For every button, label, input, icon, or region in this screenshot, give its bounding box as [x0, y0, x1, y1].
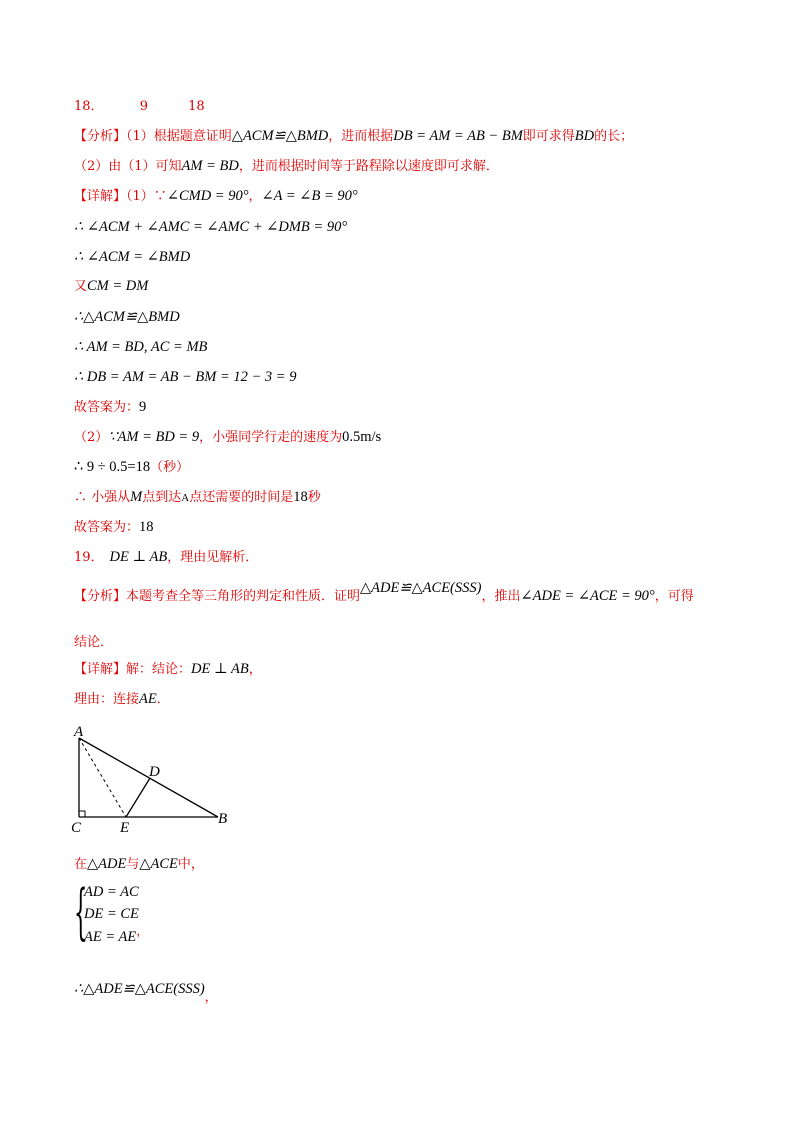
detail-tag: 【详解】 [74, 662, 127, 677]
triangle-figure [66, 718, 246, 838]
segment-ae-dashed [79, 738, 126, 817]
text: （2）由（1）可知 [74, 159, 182, 174]
q18-part2-line3 [74, 488, 321, 507]
text: 与 [126, 857, 140, 872]
q18-step-sides: ∴ AM = BD, AC = MB [74, 339, 208, 355]
text: 故答案为： [74, 520, 140, 535]
math: 0.5m/s [342, 429, 382, 445]
math: CM = DM [87, 278, 149, 294]
q18-answer-line2 [74, 518, 154, 537]
q19-detail-line1 [74, 660, 262, 679]
q18-detail-line1: 【详解】（1）∵∠CMD = 90°，∠A = ∠B = 90° [74, 188, 358, 204]
q18-part2-line2 [74, 458, 189, 477]
q18-analysis-line1 [74, 127, 633, 146]
q18-number: 18． [74, 99, 104, 114]
brace-icon: { [74, 877, 88, 947]
math: AE = AE [84, 929, 137, 945]
system-eq-3 [84, 924, 149, 946]
math: DE ⊥ AB [191, 661, 249, 677]
text: ， [248, 662, 262, 677]
text: （1）∵ [126, 189, 167, 204]
math: 18 [139, 519, 154, 535]
math: BD [574, 128, 595, 144]
text: ∴ 小强从 [74, 490, 131, 505]
analysis-tag: 【分析】 [74, 129, 127, 144]
right-angle-mark [79, 811, 85, 817]
label-d: D [149, 764, 160, 780]
text: 本题考查全等三角形的判定和性质．证明 [126, 589, 361, 604]
q18-step-db: ∴ DB = AM = AB − BM = 12 − 3 = 9 [74, 369, 297, 385]
text: ，理由见解析． [167, 550, 259, 565]
text: 解：结论： [126, 662, 192, 677]
math: DB = AM = AB − BM [393, 128, 523, 144]
math: ∠A = ∠B = 90° [261, 188, 358, 204]
text: ，可得 [654, 589, 694, 604]
math: DE ⊥ AB [109, 549, 168, 565]
label-e: E [120, 820, 130, 836]
q18-step-angles-sum: ∴ ∠ACM + ∠AMC = ∠AMC + ∠DMB = 90° [74, 219, 348, 235]
q18-header [74, 98, 205, 116]
text: （秒） [150, 460, 190, 475]
q19-analysis-line1 [74, 580, 694, 606]
text: ，进而根据时间等于路程除以速度即可求解． [238, 159, 499, 174]
q19-number: 19． [74, 550, 104, 565]
text: 点到达 [142, 490, 182, 505]
q18-analysis-line2 [74, 157, 499, 176]
q18-answer-2: 18 [188, 99, 205, 114]
math: ∠ADE = ∠ACE = 90° [520, 588, 655, 604]
equation-system [74, 877, 194, 948]
math: 18 [293, 489, 308, 505]
text: ． [156, 692, 170, 707]
text: （2） [74, 430, 109, 445]
q19-in-triangles [74, 855, 204, 874]
text: 点还需要的时间是 [189, 490, 294, 505]
text: 又 [74, 279, 88, 294]
q18-step-cm-dm [74, 277, 148, 296]
text: ，小强同学行走的速度为 [199, 430, 343, 445]
text: 即可求得 [522, 129, 575, 144]
label-a: A [74, 724, 84, 740]
math: △ADE≌△ACE(SSS) [360, 580, 482, 596]
text: 故答案为： [74, 400, 140, 415]
text: 结论． [74, 635, 114, 650]
math: M [130, 489, 143, 505]
label-b: B [218, 811, 228, 827]
q19-header [74, 548, 258, 567]
math: ∠CMD = 90° [166, 188, 249, 204]
q18-step-angle-eq: ∴ ∠ACM = ∠BMD [74, 249, 191, 265]
segment-de [126, 778, 150, 817]
q19-analysis-line2 [74, 634, 113, 652]
q18-part2-line1 [74, 428, 381, 447]
q19-conclusion [74, 980, 218, 1005]
math: AM = BD [181, 158, 239, 174]
text: ，进而根据 [328, 129, 394, 144]
math: AE [139, 691, 157, 707]
text: ， [204, 990, 218, 1005]
q18-step-congruent: ∴△ACM≌△BMD [74, 309, 180, 325]
text: 的长； [594, 129, 634, 144]
math: 9 [139, 399, 147, 415]
math: △ACE [139, 856, 178, 872]
q18-answer-1: 9 [139, 99, 148, 114]
text: ， [136, 924, 149, 938]
system-eq-1: AD = AC [84, 884, 139, 900]
text: ，推出 [481, 589, 521, 604]
math: ∴△ADE≌△ACE(SSS) [74, 981, 205, 997]
analysis-tag: 【分析】 [74, 589, 127, 604]
math: ∴ 9 ÷ 0.5=18 [74, 459, 151, 475]
detail-tag: 【详解】 [74, 189, 127, 204]
text: 秒 [307, 490, 321, 505]
text: 中， [177, 857, 204, 872]
text: 在 [74, 857, 88, 872]
math: △ADE [87, 856, 127, 872]
q19-reason-line [74, 690, 170, 709]
text: （1）根据题意证明 [126, 129, 232, 144]
system-eq-2: DE = CE [84, 906, 139, 922]
math: △ACM≌△BMD [231, 128, 329, 144]
q18-answer-line1 [74, 398, 146, 417]
math: ∵AM = BD = 9 [108, 429, 200, 445]
text: 理由：连接 [74, 692, 140, 707]
label-c: C [71, 820, 82, 836]
math: A [181, 492, 190, 504]
